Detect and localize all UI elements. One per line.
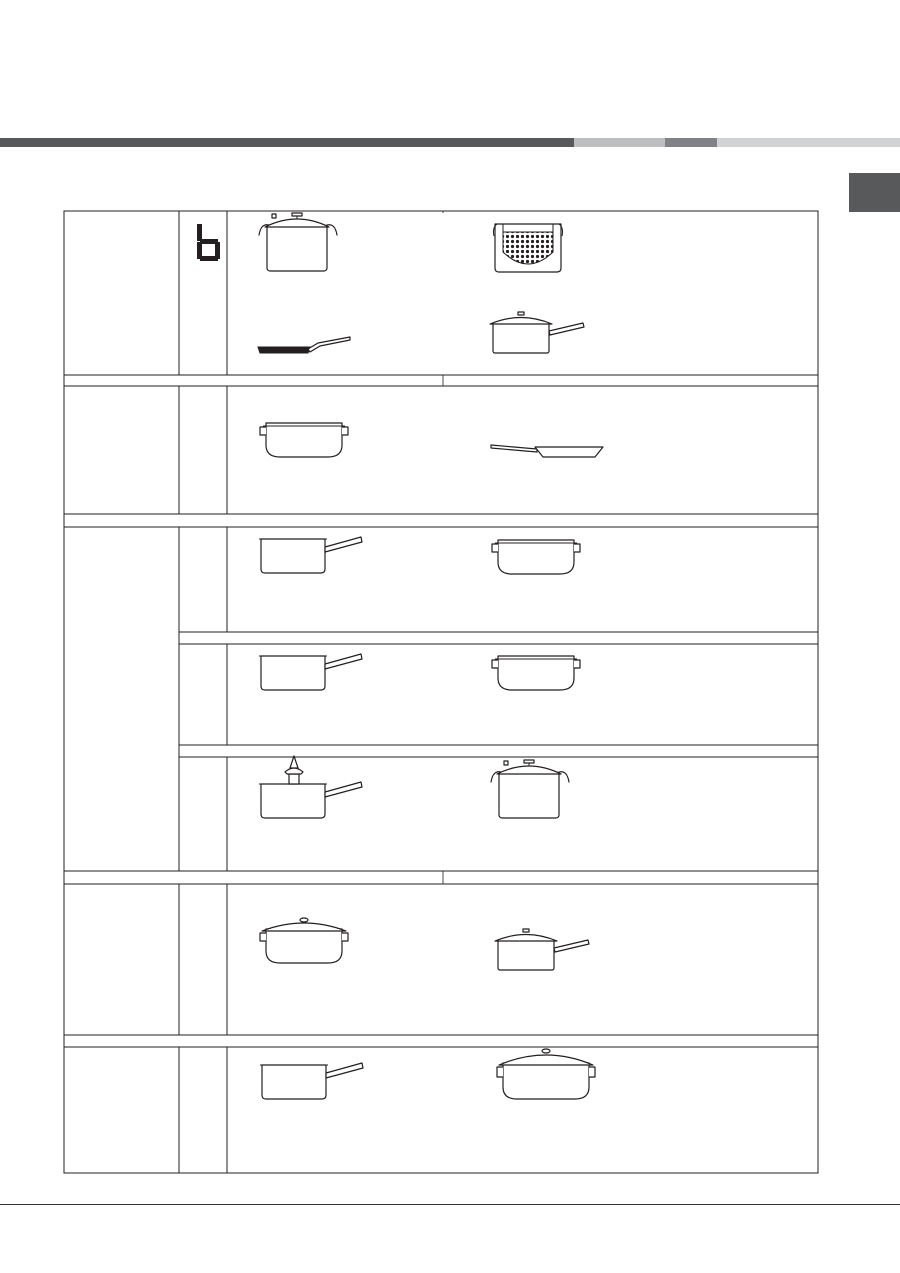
stockpot-with-lid-icon xyxy=(259,213,337,271)
saucepan-with-lid-icon xyxy=(495,929,589,970)
casserole-pot-icon xyxy=(492,540,580,574)
casserole-pot-icon xyxy=(492,656,580,690)
column-rules xyxy=(179,211,227,1173)
frying-pan-icon xyxy=(491,445,603,457)
power-level-b-icon xyxy=(197,224,220,261)
row-rules xyxy=(64,211,818,1047)
casserole-pot-icon xyxy=(260,423,348,457)
wide-casserole-with-lid-icon xyxy=(497,1049,595,1099)
casserole-with-lid-icon xyxy=(260,918,348,963)
frying-basket-icon xyxy=(493,224,562,272)
saucepan-icon xyxy=(259,537,362,573)
grill-pan-icon xyxy=(258,337,350,353)
saucepan-with-lid-icon xyxy=(490,312,584,353)
saucepan-icon xyxy=(259,654,362,690)
footer-rule xyxy=(0,1204,900,1205)
pressure-cooker-icon xyxy=(259,756,362,818)
stockpot-with-lid-icon xyxy=(491,760,569,818)
saucepan-icon xyxy=(260,1063,363,1099)
